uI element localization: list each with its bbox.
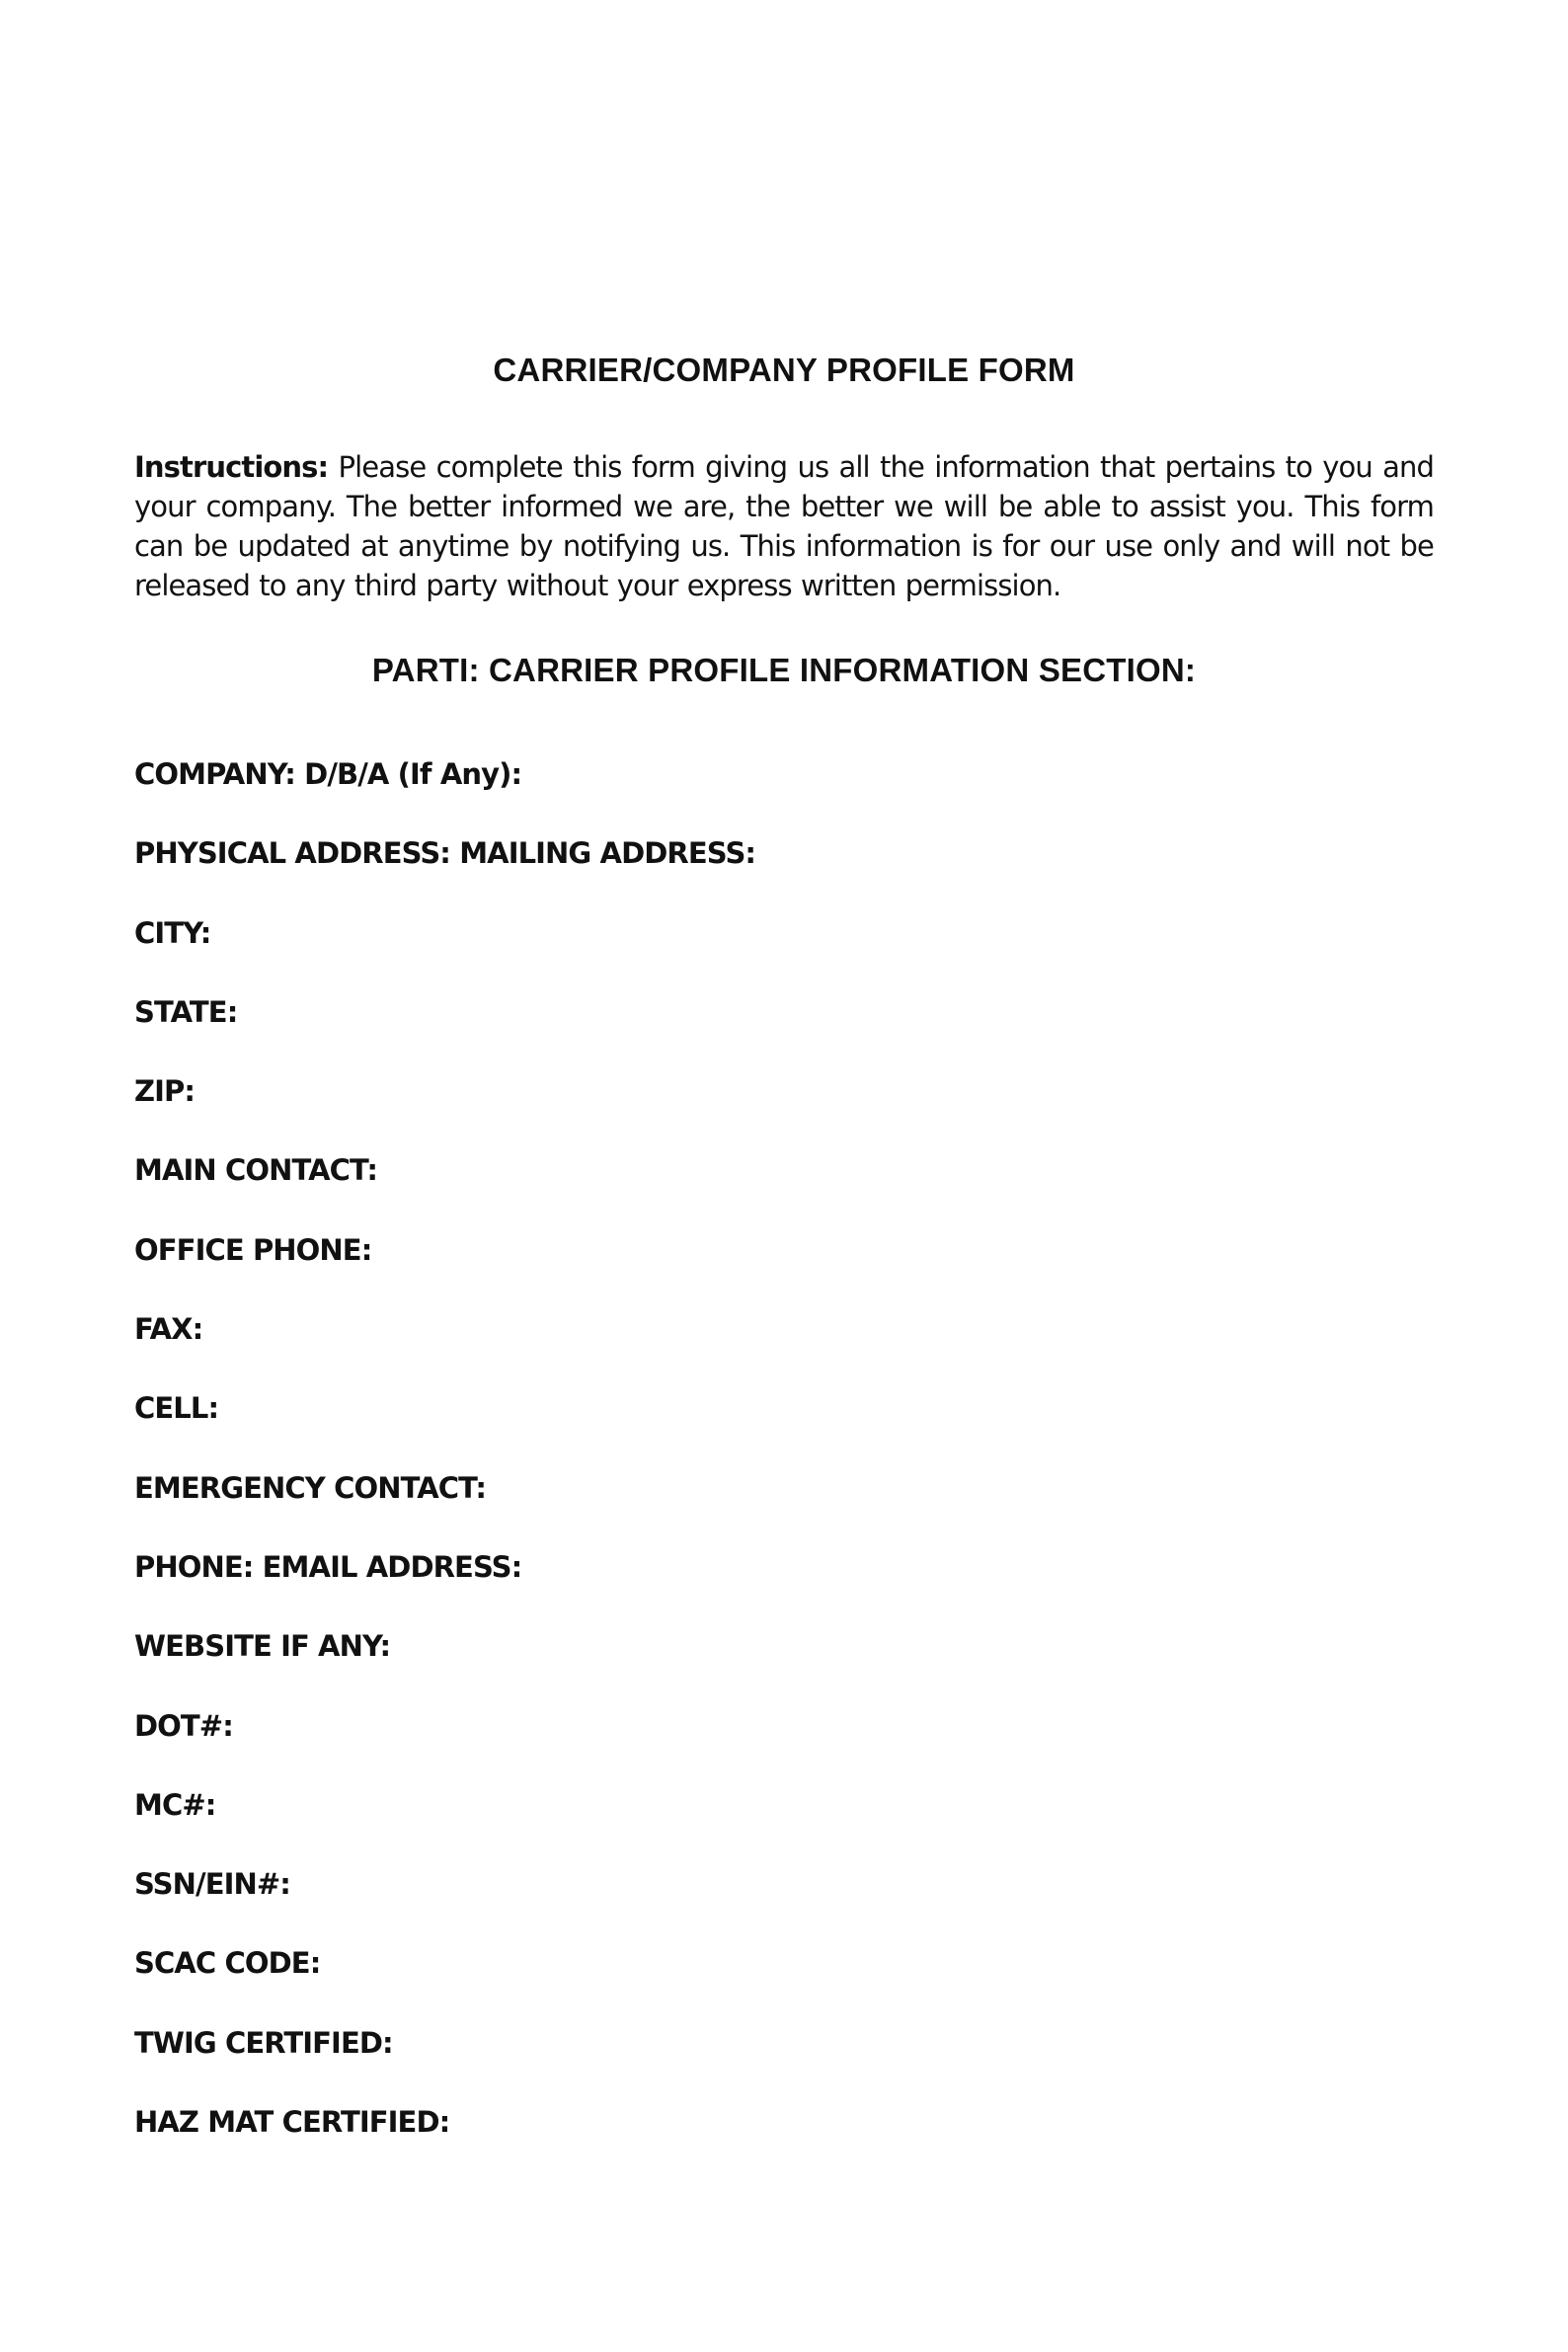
field-zip: ZIP: (134, 1074, 196, 1109)
field-physical-mailing-address: PHYSICAL ADDRESS: MAILING ADDRESS: (134, 836, 756, 871)
field-dot-number: DOT#: (134, 1708, 233, 1743)
field-city: CITY: (134, 915, 211, 950)
field-company-dba: COMPANY: D/B/A (If Any): (134, 757, 522, 791)
instructions-paragraph (134, 447, 1434, 605)
field-haz-mat-certified: HAZ MAT CERTIFIED: (134, 2105, 450, 2140)
form-title: CARRIER/COMPANY PROFILE FORM (493, 352, 1075, 388)
field-twig-certified: TWIG CERTIFIED: (134, 2025, 393, 2060)
field-office-phone: OFFICE PHONE: (134, 1232, 372, 1267)
section-title: PARTI: CARRIER PROFILE INFORMATION SECTION: (371, 652, 1197, 688)
field-phone-email: PHONE: EMAIL ADDRESS: (134, 1549, 522, 1584)
field-website: WEBSITE IF ANY: (134, 1629, 391, 1664)
field-fax: FAX: (134, 1312, 203, 1347)
field-list (134, 754, 755, 2181)
field-main-contact: MAIN CONTACT: (134, 1153, 378, 1188)
field-scac-code: SCAC CODE: (134, 1946, 321, 1981)
field-state: STATE: (134, 994, 238, 1029)
field-emergency-contact: EMERGENCY CONTACT: (134, 1470, 487, 1505)
field-ssn-ein: SSN/EIN#: (134, 1867, 290, 1902)
field-cell: CELL: (134, 1391, 219, 1426)
field-mc-number: MC#: (134, 1787, 216, 1822)
instructions-label: Instructions: (134, 450, 329, 484)
instructions-text: Please complete this form giving us all the information that pertains to you and your company. The better informed we are, the better we will be able to assist you. This form can be updated at anytime by notifying us. This information is for our use only and will not be released to any third party without your express written permission. (134, 450, 1434, 602)
